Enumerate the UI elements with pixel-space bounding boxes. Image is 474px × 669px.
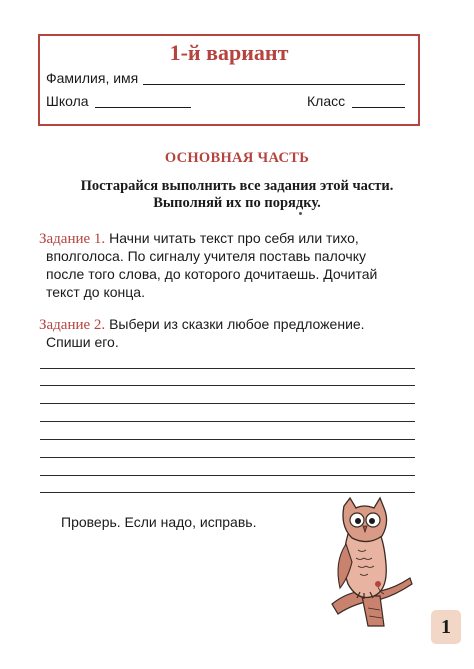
task1-text-line-4: текст до конца. [46,284,145,300]
task2-first-line [39,315,365,334]
class-field[interactable] [352,107,405,108]
task1-first-line [39,229,359,248]
task1-text-line-3: после того слова, до которого дочитаешь. Дочитай [46,266,378,282]
task1-text-line-1: Начни читать текст про себя или тихо, [109,230,359,246]
answer-line[interactable] [40,385,415,386]
answer-line[interactable] [40,421,415,422]
answer-line[interactable] [40,457,415,458]
school-field[interactable] [95,107,191,108]
page-number: 1 [431,610,461,644]
school-label: Школа [46,93,89,109]
check-instruction: Проверь. Если надо, исправь. [61,514,257,530]
task2-text-line-1: Выбери из сказки любое предложение. [109,316,365,332]
section-title: ОСНОВНАЯ ЧАСТЬ [164,150,310,166]
owl-illustration [322,492,417,627]
variant-title: 1-й вариант [169,40,289,65]
task2-label: Задание 2. [39,317,106,333]
answer-line[interactable] [40,368,415,369]
dot-mark [299,212,302,215]
instruction-line-2: Выполняй их по порядку. [153,195,321,211]
task1-text-line-2: вполголоса. По сигналу учителя поставь палочку [46,248,366,264]
answer-line[interactable] [40,439,415,440]
task1-label: Задание 1. [39,231,106,247]
answer-line[interactable] [40,403,415,404]
class-label: Класс [307,93,346,109]
surname-label: Фамилия, имя [46,70,139,86]
instruction-line-1: Постарайся выполнить все задания этой части. [80,178,394,194]
surname-field[interactable] [143,84,405,85]
answer-line[interactable] [40,475,415,476]
task2-text-line-2: Спиши его. [46,334,119,350]
